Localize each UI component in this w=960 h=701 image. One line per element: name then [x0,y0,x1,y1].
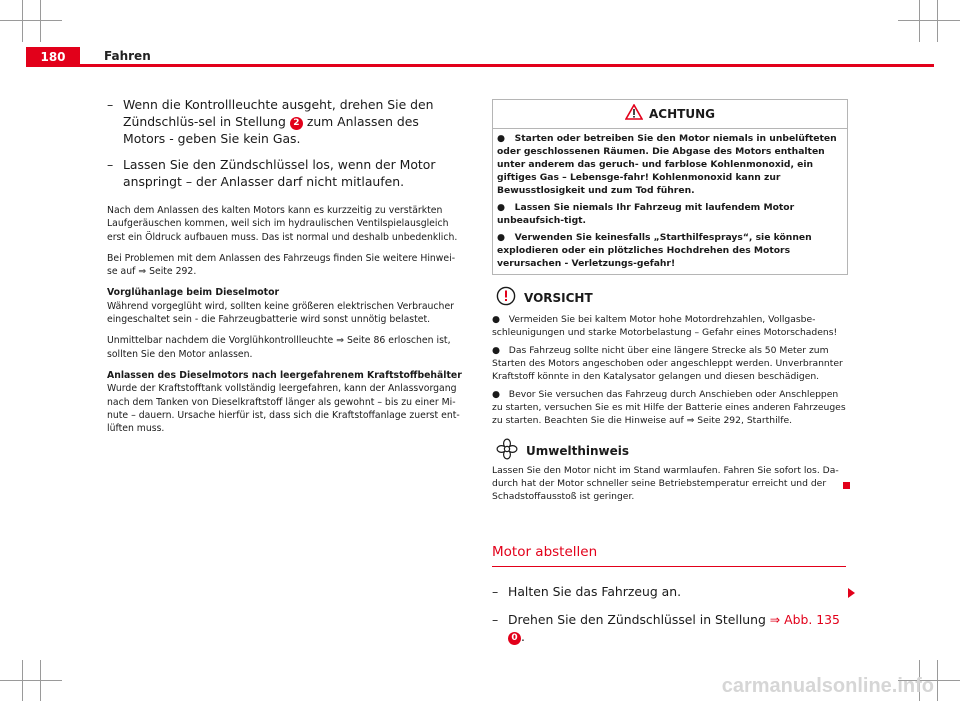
position-number-badge: 0 [508,632,521,645]
subheading: Vorglühanlage beim Dieselmotor [107,287,280,299]
bullet: ● [497,133,506,144]
crop-mark [919,0,920,42]
step-item [107,96,463,147]
step-text: Halten Sie das Fahrzeug an. [508,584,682,599]
bullet: ● [492,345,501,356]
crop-mark [40,660,41,701]
dash: – [107,157,114,172]
crop-mark [22,0,23,42]
environment-text: Lassen Sie den Motor nicht im Stand warmlaufen. Fahren Sie sofort los. Da-durch hat der Motor schneller seine Betriebstemperatur erreicht und der Schadstoffausstoß ist geringer. [492,465,839,502]
paragraph: Während vorgeglüht wird, sollten keine größeren elektrischen Verbraucher eingeschaltet sein - die Fahrzeugbatterie wird sonst unnötig belastet. [107,300,454,326]
dash: – [492,584,499,599]
caution-item [492,388,848,427]
warning-box [492,99,848,275]
bullet: ● [497,232,506,243]
dash: – [107,97,114,112]
caution-item [492,344,848,383]
crop-mark [0,20,62,21]
paragraph: Unmittelbar nachdem die Vorglühkontrollleuchte ⇒ Seite 86 erloschen ist, sollten Sie den Motor anlassen. [107,335,451,360]
environment-header [496,441,848,461]
paragraph: Bei Problemen mit dem Anlassen des Fahrzeugs finden Sie weitere Hinwei-se auf ⇒ Seite 292. [107,252,456,278]
watermark: carmanualsonline.info [721,675,934,697]
caution-header [496,288,848,308]
environment-title: Umwelthinweis [526,444,630,458]
warning-text: Lassen Sie niemals Ihr Fahrzeug mit laufendem Motor unbeaufsich-tigt. [497,202,795,226]
page-number: 180 [26,47,80,67]
step-text: zum Anlassen des Motors - geben Sie kein Gas. [123,114,419,146]
step-item [107,156,463,190]
caution-title: VORSICHT [524,291,593,305]
warning-title: ACHTUNG [649,107,715,121]
left-column [107,96,463,443]
position-number-badge: 2 [290,117,303,130]
right-column [492,99,848,654]
crop-mark [22,660,23,701]
crop-mark [0,680,62,681]
continue-arrow-icon [848,588,855,598]
paragraph: Nach dem Anlassen des kalten Motors kann es kurzzeitig zu verstärkten Laufgeräuschen kommen, weil sich im hydraulischen Ventilspielausgleich erst ein Öldruck aufbauen muss. Das ist normal und deshalb unbedenklich. [107,205,458,243]
caution-exclamation-icon [496,286,516,310]
bullet: ● [492,314,501,325]
caution-item [492,313,848,339]
step-item [492,583,848,600]
warning-body [493,129,847,274]
step-text: Drehen Sie den Zündschlüssel in Stellung [508,612,766,627]
end-of-section-marker [843,482,850,489]
warning-triangle-icon [625,104,643,124]
bullet: ● [497,202,506,213]
crop-mark [898,20,960,21]
caution-text: Bevor Sie versuchen das Fahrzeug durch Anschieben oder Anschleppen zu starten, versuchen Sie es mit Hilfe der Batterie eines anderen Fahrzeuges zu starten. Beachten Sie die Hinweise auf ⇒ Seite 292, Starthilfe. [492,389,846,426]
dash: – [492,612,499,627]
header-rule [80,64,934,67]
section-title: Motor abstellen [492,544,598,560]
crop-mark [937,660,938,701]
chapter-title: Fahren [104,49,151,63]
flower-environment-icon [496,438,518,464]
warning-text: Verwenden Sie keinesfalls „Starthilfesprays“, sie können explodieren oder ein plötzliches Hochdrehen des Motors verursachen - Verletzungs-gefahr! [497,232,812,269]
warning-item [497,231,843,270]
crop-mark [40,0,41,42]
step-text: . [521,629,525,644]
step-text: Lassen Sie den Zündschlüssel los, wenn der Motor anspringt – der Anlasser darf nicht mitlaufen. [123,157,436,189]
warning-text: Starten oder betreiben Sie den Motor niemals in unbelüfteten oder geschlossenen Räumen. Die Abgase des Motors enthalten unter anderem das geruch- und farblose Kohlenmonoxid, ein giftiges Gas – Lebensge-fahr! Kohlenmonoxid kann zur Bewusstlosigkeit und zum Tod führen. [497,133,837,196]
step-item [492,611,848,645]
warning-header [493,100,847,129]
paragraph: Wurde der Kraftstofftank vollständig leergefahren, kann der Anlassvorgang nach dem Tanken von Dieselkraftstoff länger als gewohnt – bis zu einer Mi-nute – dauern. Ursache hierfür ist, dass sich die Kraftstoffanlage zuerst ent-lüften muss. [107,383,460,435]
step-text: Wenn die Kontrollleuchte ausgeht, drehen Sie den Zündschlüs-sel in Stellung [123,97,434,129]
figure-reference-link[interactable]: ⇒ Abb. 135 [769,612,840,627]
subheading: Anlassen des Dieselmotors nach leergefahrenem Kraftstoffbehälter [107,369,462,381]
caution-body [492,313,848,427]
caution-text: Vermeiden Sie bei kaltem Motor hohe Motordrehzahlen, Vollgasbe-schleunigungen und starke Motorbelastung – Gefahr eines Motorschadens! [492,314,838,338]
warning-item [497,201,843,227]
bullet: ● [492,389,501,400]
crop-mark [937,0,938,42]
environment-body [492,464,848,503]
caution-text: Das Fahrzeug sollte nicht über eine längere Strecke als 50 Meter zum Starten des Motors angeschoben oder angeschleppt werden. Unverbrannter Kraftstoff könnte in den Katalysator gelangen und diesen beschädigen. [492,345,843,382]
warning-item [497,132,843,197]
